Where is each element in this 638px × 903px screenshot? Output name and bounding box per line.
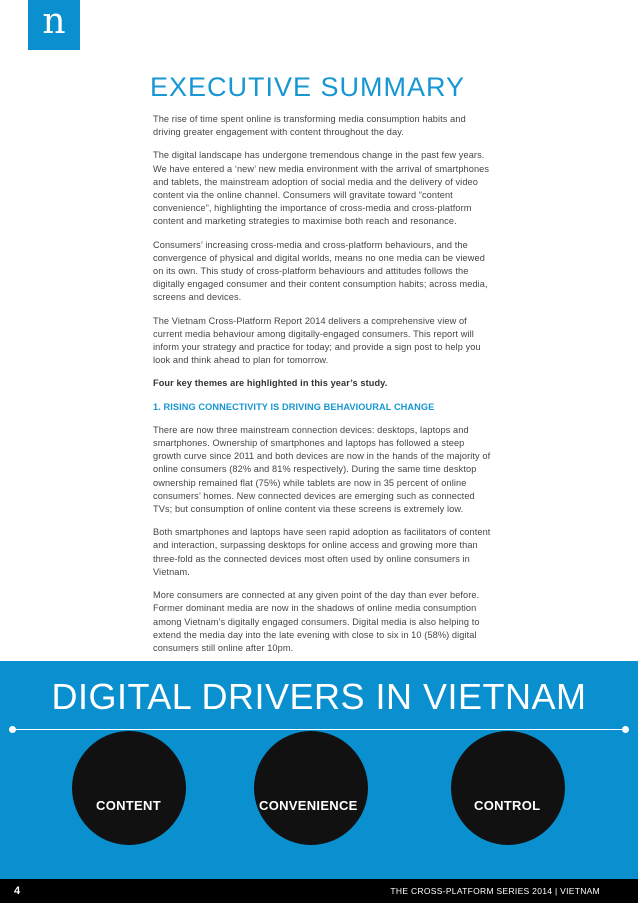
paragraph-devices: There are now three mainstream connection devices: desktops, laptops and smartphones. Ownership of smartphones and laptops has followed a steep growth curve since 2011 and both devices are now in the hands of the majority of online consumers (82% and 81% respectively). During the same time desktop ownership remained flat (75%) while tablets are now in 35 percent of online consumers’ homes. New connected devices are emerging such as connected TVs; but consumption of online content via these screens is extremely low. [153, 424, 491, 515]
page-number: 4 [14, 885, 21, 897]
paragraph-report: The Vietnam Cross-Platform Report 2014 delivers a comprehensive view of current media behaviour among digitally-engaged consumers. This report will inform your strategy and practice for today; and provide a sign post to help you look and think ahead to plan for tomorrow. [153, 315, 481, 366]
band-divider [12, 729, 626, 730]
paragraph-consumers: Consumers’ increasing cross-media and cross-platform behaviours, and the convergence of physical and digital worlds, means no one media can be viewed on its own. This study of cross-platform behaviours and attitudes follows the digitally engaged consumer and their content consumption habits; across media, screens and devices. [153, 239, 488, 303]
band-title: DIGITAL DRIVERS IN VIETNAM [51, 676, 587, 717]
driver-label-content: CONTENT [96, 798, 161, 813]
driver-circle-content [72, 731, 186, 845]
page-title: EXECUTIVE SUMMARY [150, 72, 466, 102]
driver-circle-convenience [254, 731, 368, 845]
driver-label-control: CONTROL [474, 798, 541, 813]
paragraph-connected: More consumers are connected at any given point of the day than ever before. Former dominant media are now in the shadows of online media consumption among Vietnam’s digitally engaged consumers. Digital media is also helping to extend the media day into the late evening with close to six in 10 (58%) digital consumers still online after 10pm. [153, 590, 480, 653]
driver-circle-control [451, 731, 565, 845]
logo-letter: n [42, 1, 66, 42]
page-footer [0, 879, 638, 903]
paragraph-themes-intro: Four key themes are highlighted in this year’s study. [153, 378, 388, 389]
paragraph-intro: The rise of time spent online is transforming media consumption habits and driving greater engagement with content throughout the day. [153, 114, 466, 138]
divider-right-dot [622, 726, 629, 733]
paragraph-landscape: The digital landscape has undergone tremendous change in the past few years. We have entered a ‘new’ new media environment with the arrival of smartphones and tablets, the mainstream adoption of social media and the delivery of video content via the online channel. Consumers will gravitate toward “content convenience”, highlighting the importance of cross-media and cross-platform content and marketing strategies to maximise both reach and resonance. [153, 150, 490, 227]
nielsen-logo [28, 0, 80, 50]
divider-left-dot [9, 726, 16, 733]
driver-label-convenience: CONVENIENCE [259, 798, 358, 813]
theme-heading-1: 1. RISING CONNECTIVITY IS DRIVING BEHAVIOURAL CHANGE [153, 401, 435, 412]
series-title: THE CROSS-PLATFORM SERIES 2014 | VIETNAM [390, 886, 600, 896]
digital-drivers-band [0, 661, 638, 879]
paragraph-adoption: Both smartphones and laptops have seen rapid adoption as facilitators of content and interaction, surpassing desktops for online access and growing more than three-fold as the connected devices most often used by online consumers in Vietnam. [153, 527, 491, 577]
summary-body [153, 113, 493, 665]
